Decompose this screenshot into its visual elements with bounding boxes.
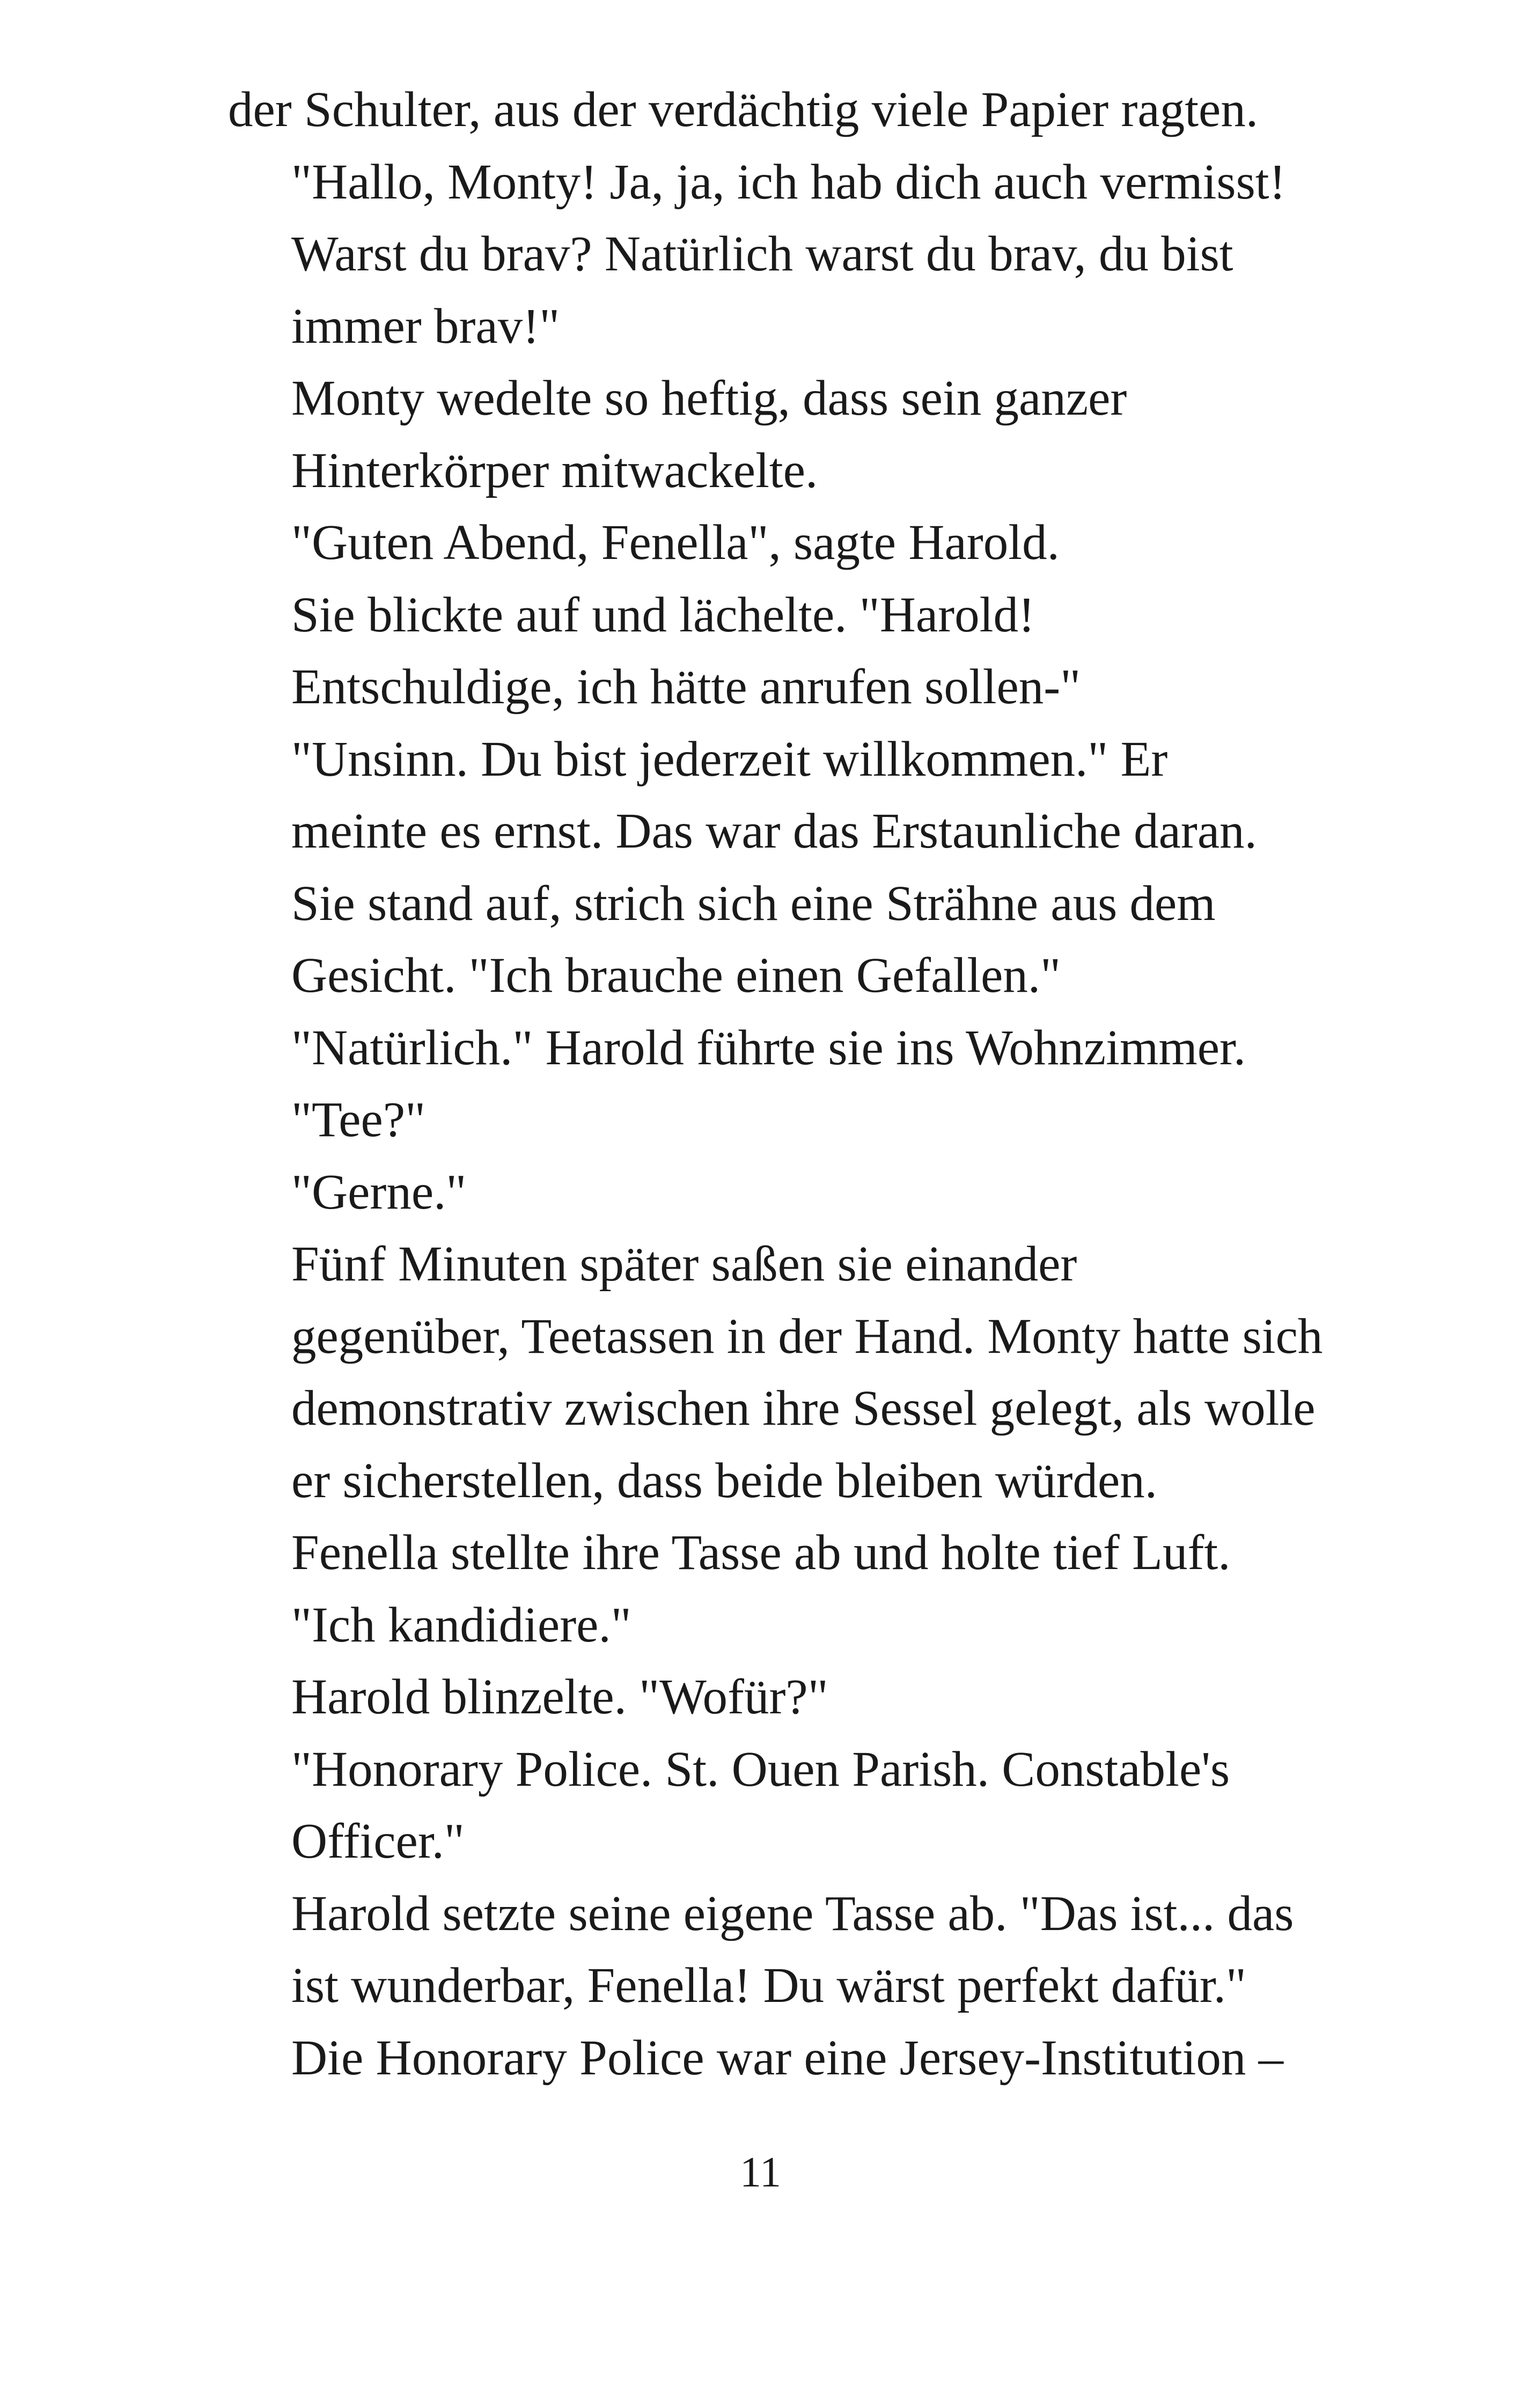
text-line: ist wunderbar, Fenella! Du wärst perfekt dafür." [291, 1958, 1246, 2013]
paragraph [228, 724, 1419, 868]
body-text [228, 74, 1419, 2094]
text-line: gegenüber, Teetassen in der Hand. Monty hatte sich [291, 1308, 1323, 1364]
text-line: Harold setzte seine eigene Tasse ab. "Das ist... das [291, 1886, 1294, 1941]
text-line: Harold blinzelte. "Wofür?" [291, 1669, 828, 1725]
text-line: Monty wedelte so heftig, dass sein ganzer [291, 371, 1127, 426]
text-line: "Guten Abend, Fenella", sagte Harold. [291, 515, 1060, 570]
text-line: "Honorary Police. St. Ouen Parish. Constable's [291, 1741, 1230, 1797]
text-line: Hinterkörper mitwackelte. [291, 443, 818, 498]
paragraph [228, 1661, 1419, 1734]
paragraph [228, 363, 1419, 507]
text-line: der Schulter, aus der verdächtig viele Papier ragten. [228, 82, 1259, 137]
text-line: "Unsinn. Du bist jederzeit willkommen." Er [291, 731, 1168, 787]
paragraph [228, 1228, 1419, 1517]
text-line: Die Honorary Police war eine Jersey-Institution – [291, 2030, 1284, 2086]
text-line: "Hallo, Monty! Ja, ja, ich hab dich auch vermisst! [291, 154, 1286, 210]
text-line: Fünf Minuten später saßen sie einander [291, 1236, 1077, 1292]
paragraph [228, 1012, 1419, 1157]
paragraph [228, 1517, 1419, 1661]
text-line: Sie stand auf, strich sich eine Strähne aus dem [291, 875, 1216, 931]
paragraph [228, 579, 1419, 724]
paragraph [228, 1157, 1419, 1229]
paragraph [228, 868, 1419, 1012]
paragraph [228, 1878, 1419, 2022]
text-line: Entschuldige, ich hätte anrufen sollen-" [291, 659, 1081, 715]
text-line: Sie blickte auf und lächelte. "Harold! [291, 587, 1035, 643]
text-line: "Natürlich." Harold führte sie ins Wohnzimmer. [291, 1020, 1246, 1076]
paragraph [228, 2022, 1419, 2095]
text-line: "Ich kandidiere." [291, 1597, 631, 1653]
text-line: er sicherstellen, dass beide bleiben würden. [291, 1453, 1158, 1508]
text-line: "Tee?" [291, 1092, 426, 1147]
paragraph [228, 1734, 1419, 1878]
text-line: Gesicht. "Ich brauche einen Gefallen." [291, 948, 1061, 1003]
text-line: "Gerne." [291, 1164, 467, 1220]
paragraph [228, 74, 1419, 146]
text-line: meinte es ernst. Das war das Erstaunliche daran. [291, 804, 1257, 859]
text-line: Officer." [291, 1814, 465, 1869]
page-number: 11 [739, 2149, 782, 2196]
paragraph [228, 507, 1419, 579]
text-line: Fenella stellte ihre Tasse ab und holte tief Luft. [291, 1525, 1231, 1580]
text-line: immer brav!" [291, 298, 560, 354]
text-line: Warst du brav? Natürlich warst du brav, du bist [291, 226, 1233, 282]
text-line: demonstrativ zwischen ihre Sessel gelegt, als wolle [291, 1381, 1316, 1436]
paragraph [228, 146, 1419, 363]
